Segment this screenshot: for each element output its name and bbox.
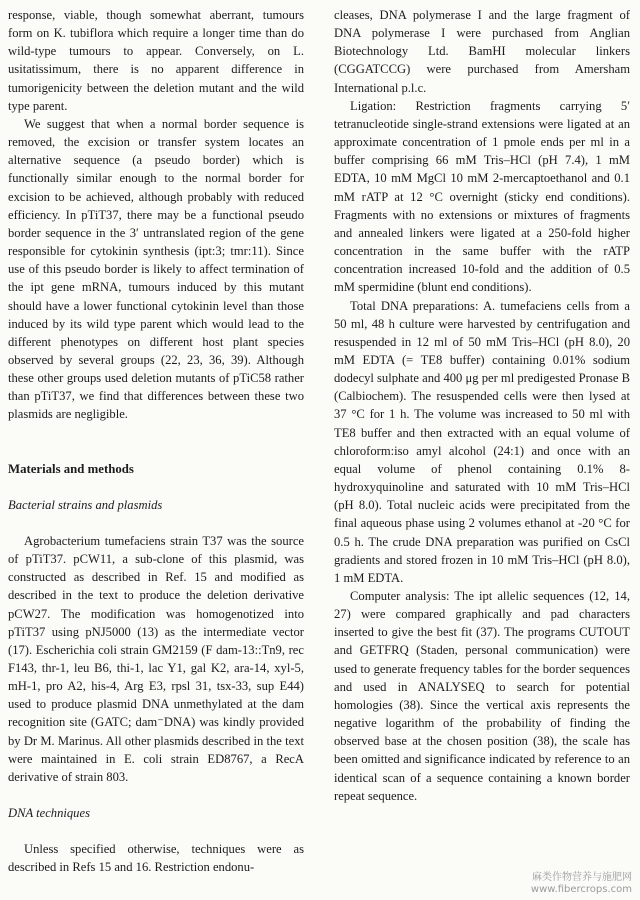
section-heading: Materials and methods [8, 461, 134, 476]
paragraph: Unless specified otherwise, techniques were as described in Refs 15 and 16. Restriction endonu- [8, 842, 304, 875]
paragraph: response, viable, though somewhat aberrant, tumours form on K. tubiflora which require a longer time than do wild-type tumours to appear. Conversely, on L. usitatissimum, there is no apparent difference in tumorigenicity between the deletion mutant and the wild type parent. [8, 8, 304, 113]
paragraph: cleases, DNA polymerase I and the large fragment of DNA polymerase I were purchased from Anglian Biotechnology Ltd. BamHI molecular linkers (CGGATCCG) were purchased from Amersham International p.l.c. [334, 8, 630, 95]
paragraph: We suggest that when a normal border sequence is removed, the excision or transfer system locates an alternative sequence (a pseudo border) which is functionally similar enough to the normal border for excision to be achieved, although probably with reduced efficiency. In pTiT37, there may be a functional pseudo border sequence in the 3′ untranslated region of the gene responsible for cytokinin synthesis (ipt:3; tmr:11). Since use of this pseudo border is likely to affect termination of the ipt gene mRNA, tumours induced by this mutant should have a lower functional cytokinin level than those induced by its wild type parent which would lead to the different phenotypes on different host plant species observed by several groups (22, 23, 36, 39). Although these other groups used deletion mutants of pTiC58 rather than pTiT37, we find that differences between these two plasmids are negligible. [8, 116, 304, 422]
left-column [8, 6, 304, 877]
site-watermark [531, 872, 632, 896]
right-column [334, 6, 630, 805]
section-gap [8, 424, 304, 460]
subsection-heading: Bacterial strains and plasmids [8, 497, 163, 512]
paragraph: Total DNA preparations: A. tumefaciens cells from a 50 ml, 48 h culture were harvested by centrifugation and resuspended in 12 ml of 50 mM Tris–HCl (pH 8.0), 20 mM EDTA (= TE8 buffer) containing 0.01% sodium dodecyl sulphate and 400 μg per ml predigested Pronase B (Calbiochem). The resuspended cells were then lysed at 37 °C for 1 h. The volume was increased to 50 ml with TE8 buffer and then extracted with an equal volume of chloroform:iso amyl alcohol (24:1) and once with an equal volume of phenol containing 0.1% 8-hydroxyquinoline and saturated with 10 mM Tris–HCl (pH 8.0). Total nucleic acids were precipitated from the final aqueous phase using 2 volumes ethanol at -20 °C for 0.5 h. The crude DNA preparation was purified on CsCl gradients and stored frozen in 10 mM Tris–HCl (pH 8.0), 1 mM EDTA. [334, 298, 630, 585]
paragraph: Agrobacterium tumefaciens strain T37 was the source of pTiT37. pCW11, a sub-clone of this plasmid, was constructed as described in Ref. 15 and modified as described in the text to produce the deletion derivative pCW27. The modification was homogenotized into pTiT37 using pNJ5000 (13) as the intermediate vector (17). Escherichia coli strain GM2159 (F dam-13::Tn9, rec F143, thr-1, leu B6, thi-1, lac Y1, gal K2, ara-14, xyl-5, mH-1, pro A2, his-4, Arg E3, rpsl 31, tsx-33, sup E44) used to produce plasmid DNA unmethylated at the dam recognition site (GATC; dam⁻DNA) was kindly provided by Dr M. Marinus. All other plasmids described in the text were maintained in E. coli strain ED8767, a RecA derivative of strain 803. [8, 533, 304, 784]
section-gap [8, 786, 304, 804]
watermark-title: 麻类作物营养与施肥网 [532, 872, 632, 883]
subsection-heading: DNA techniques [8, 806, 90, 821]
section-gap [8, 478, 304, 496]
paragraph: Ligation: Restriction fragments carrying 5′ tetranucleotide single-strand extensions were ligated at an approximate concentration of 1 pmole ends per ml in a buffer comprising 66 mM Tris–HCl (pH 7.4), 1 mM EDTA, 10 mM MgCl 10 mM 2-mercaptoethanol and 0.1 mM rATP at 12 °C overnight (sticky end conditions). Fragments with no extensions or mixtures of fragments and annealed linkers were ligated at a 250-fold higher concentration in the same buffer with the rATP concentration increased 10-fold and the addition of 0.5 mM spermidine (blunt end conditions). [334, 98, 630, 295]
paragraph: Computer analysis: The ipt allelic sequences (12, 14, 27) were compared graphically and pad characters inserted to give the best fit (37). The programs CUTOUT and GETFRQ (Staden, personal communication) were used to generate frequency tables for the border sequences and used in ANALYSEQ to search for potential homologies (38). Since the vertical axis represents the negative logarithm of the probability of finding the observed base at the chosen position (38), the scale has been omitted and significance indicated by reference to an identical scan of a sequence containing a known border repeat sequence. [334, 589, 630, 803]
section-gap [8, 822, 304, 840]
section-gap [8, 514, 304, 532]
watermark-url: www.fibercrops.com [530, 884, 632, 895]
